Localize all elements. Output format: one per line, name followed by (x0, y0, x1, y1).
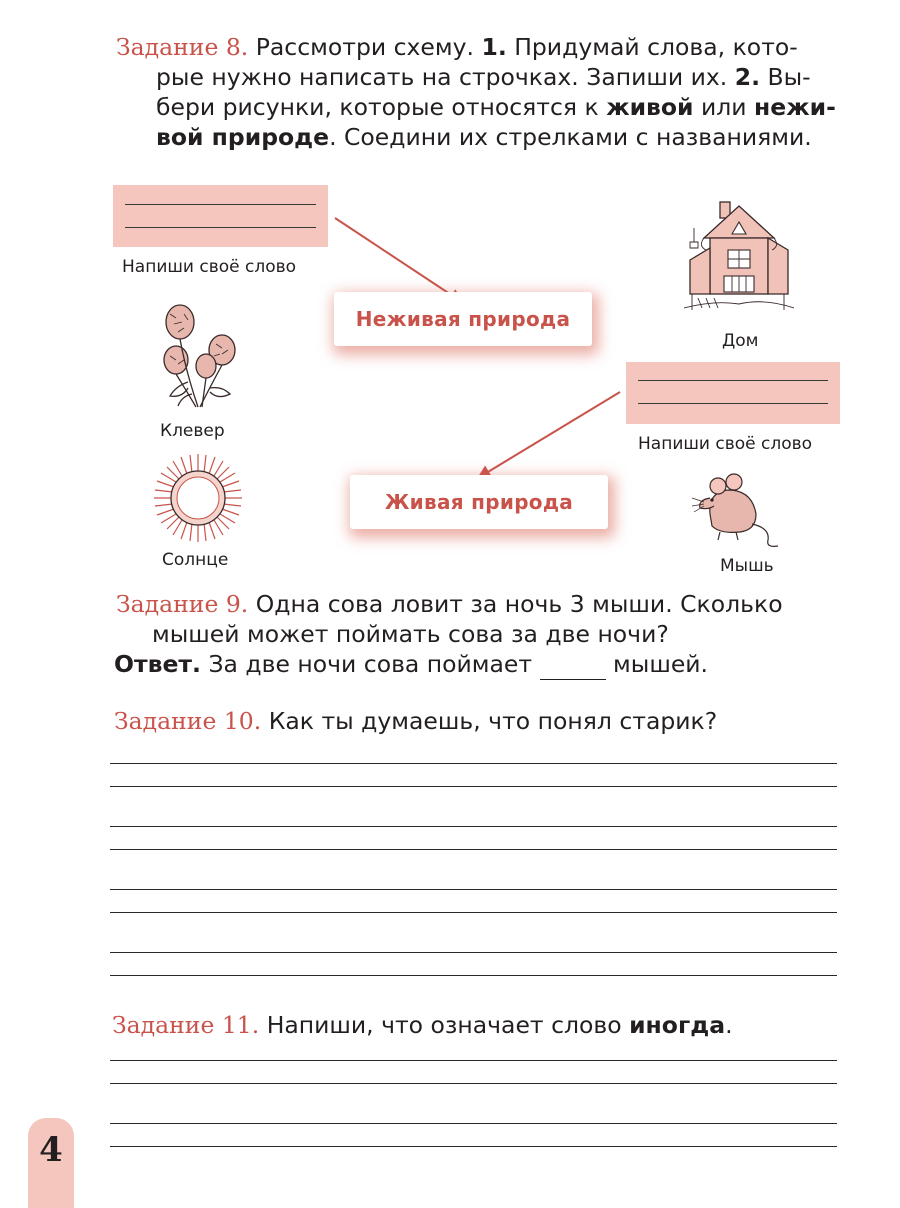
answer-line[interactable] (110, 912, 837, 913)
clover-caption: Клевер (160, 421, 225, 441)
living-nature-label[interactable]: Живая природа (350, 475, 608, 529)
answer-line[interactable] (110, 1083, 837, 1084)
house-caption: Дом (722, 331, 759, 351)
nonliving-nature-label[interactable]: Неживая природа (334, 292, 592, 346)
answer-label: Ответ. (114, 650, 201, 678)
house-picture[interactable] (684, 198, 794, 323)
task8-label: Задание 8. (116, 33, 249, 61)
answer-line[interactable] (110, 826, 837, 827)
answer-line[interactable] (110, 786, 837, 787)
answer-line[interactable] (110, 849, 837, 850)
answer-line[interactable] (110, 975, 837, 976)
task8-text: Задание 8. Рассмотри схему. 1. Придумай слова, кото- рые нужно написать на строчках. Запиши их. 2. Вы- бери рисунки, которые относятся к живой или нежи- вой природе. Соедини их стрелками с названиями. (116, 33, 836, 151)
arrow-to-living (478, 392, 620, 478)
task10-label: Задание 10. (114, 707, 262, 735)
write-word-caption-right: Напиши своё слово (638, 434, 813, 454)
answer-line[interactable] (110, 1146, 837, 1147)
task9-text: Задание 9. Одна сова ловит за ночь 3 мыши. Сколько мышей может поймать сова за две ночи? Ответ. За две ночи сова поймает мышей. (114, 590, 783, 678)
answer-blank[interactable] (540, 649, 606, 680)
arrow-to-nonliving (335, 218, 462, 302)
mouse-picture[interactable] (690, 470, 780, 550)
task11-label: Задание 11. (112, 1011, 260, 1039)
sun-picture[interactable] (150, 450, 246, 546)
answer-line[interactable] (110, 1123, 837, 1124)
answer-line[interactable] (110, 763, 837, 764)
mouse-caption: Мышь (720, 556, 774, 576)
clover-picture[interactable] (158, 302, 248, 412)
write-word-caption-left: Напиши своё слово (122, 257, 297, 277)
sun-caption: Солнце (162, 550, 229, 570)
task10-text: Задание 10. Как ты думаешь, что понял старик? (114, 707, 718, 735)
page-number: 4 (39, 1130, 63, 1170)
task9-label: Задание 9. (116, 590, 249, 618)
answer-line[interactable] (110, 1060, 837, 1061)
answer-line[interactable] (110, 889, 837, 890)
task11-text: Задание 11. Напиши, что означает слово иногда. (112, 1011, 733, 1039)
answer-line[interactable] (110, 952, 837, 953)
